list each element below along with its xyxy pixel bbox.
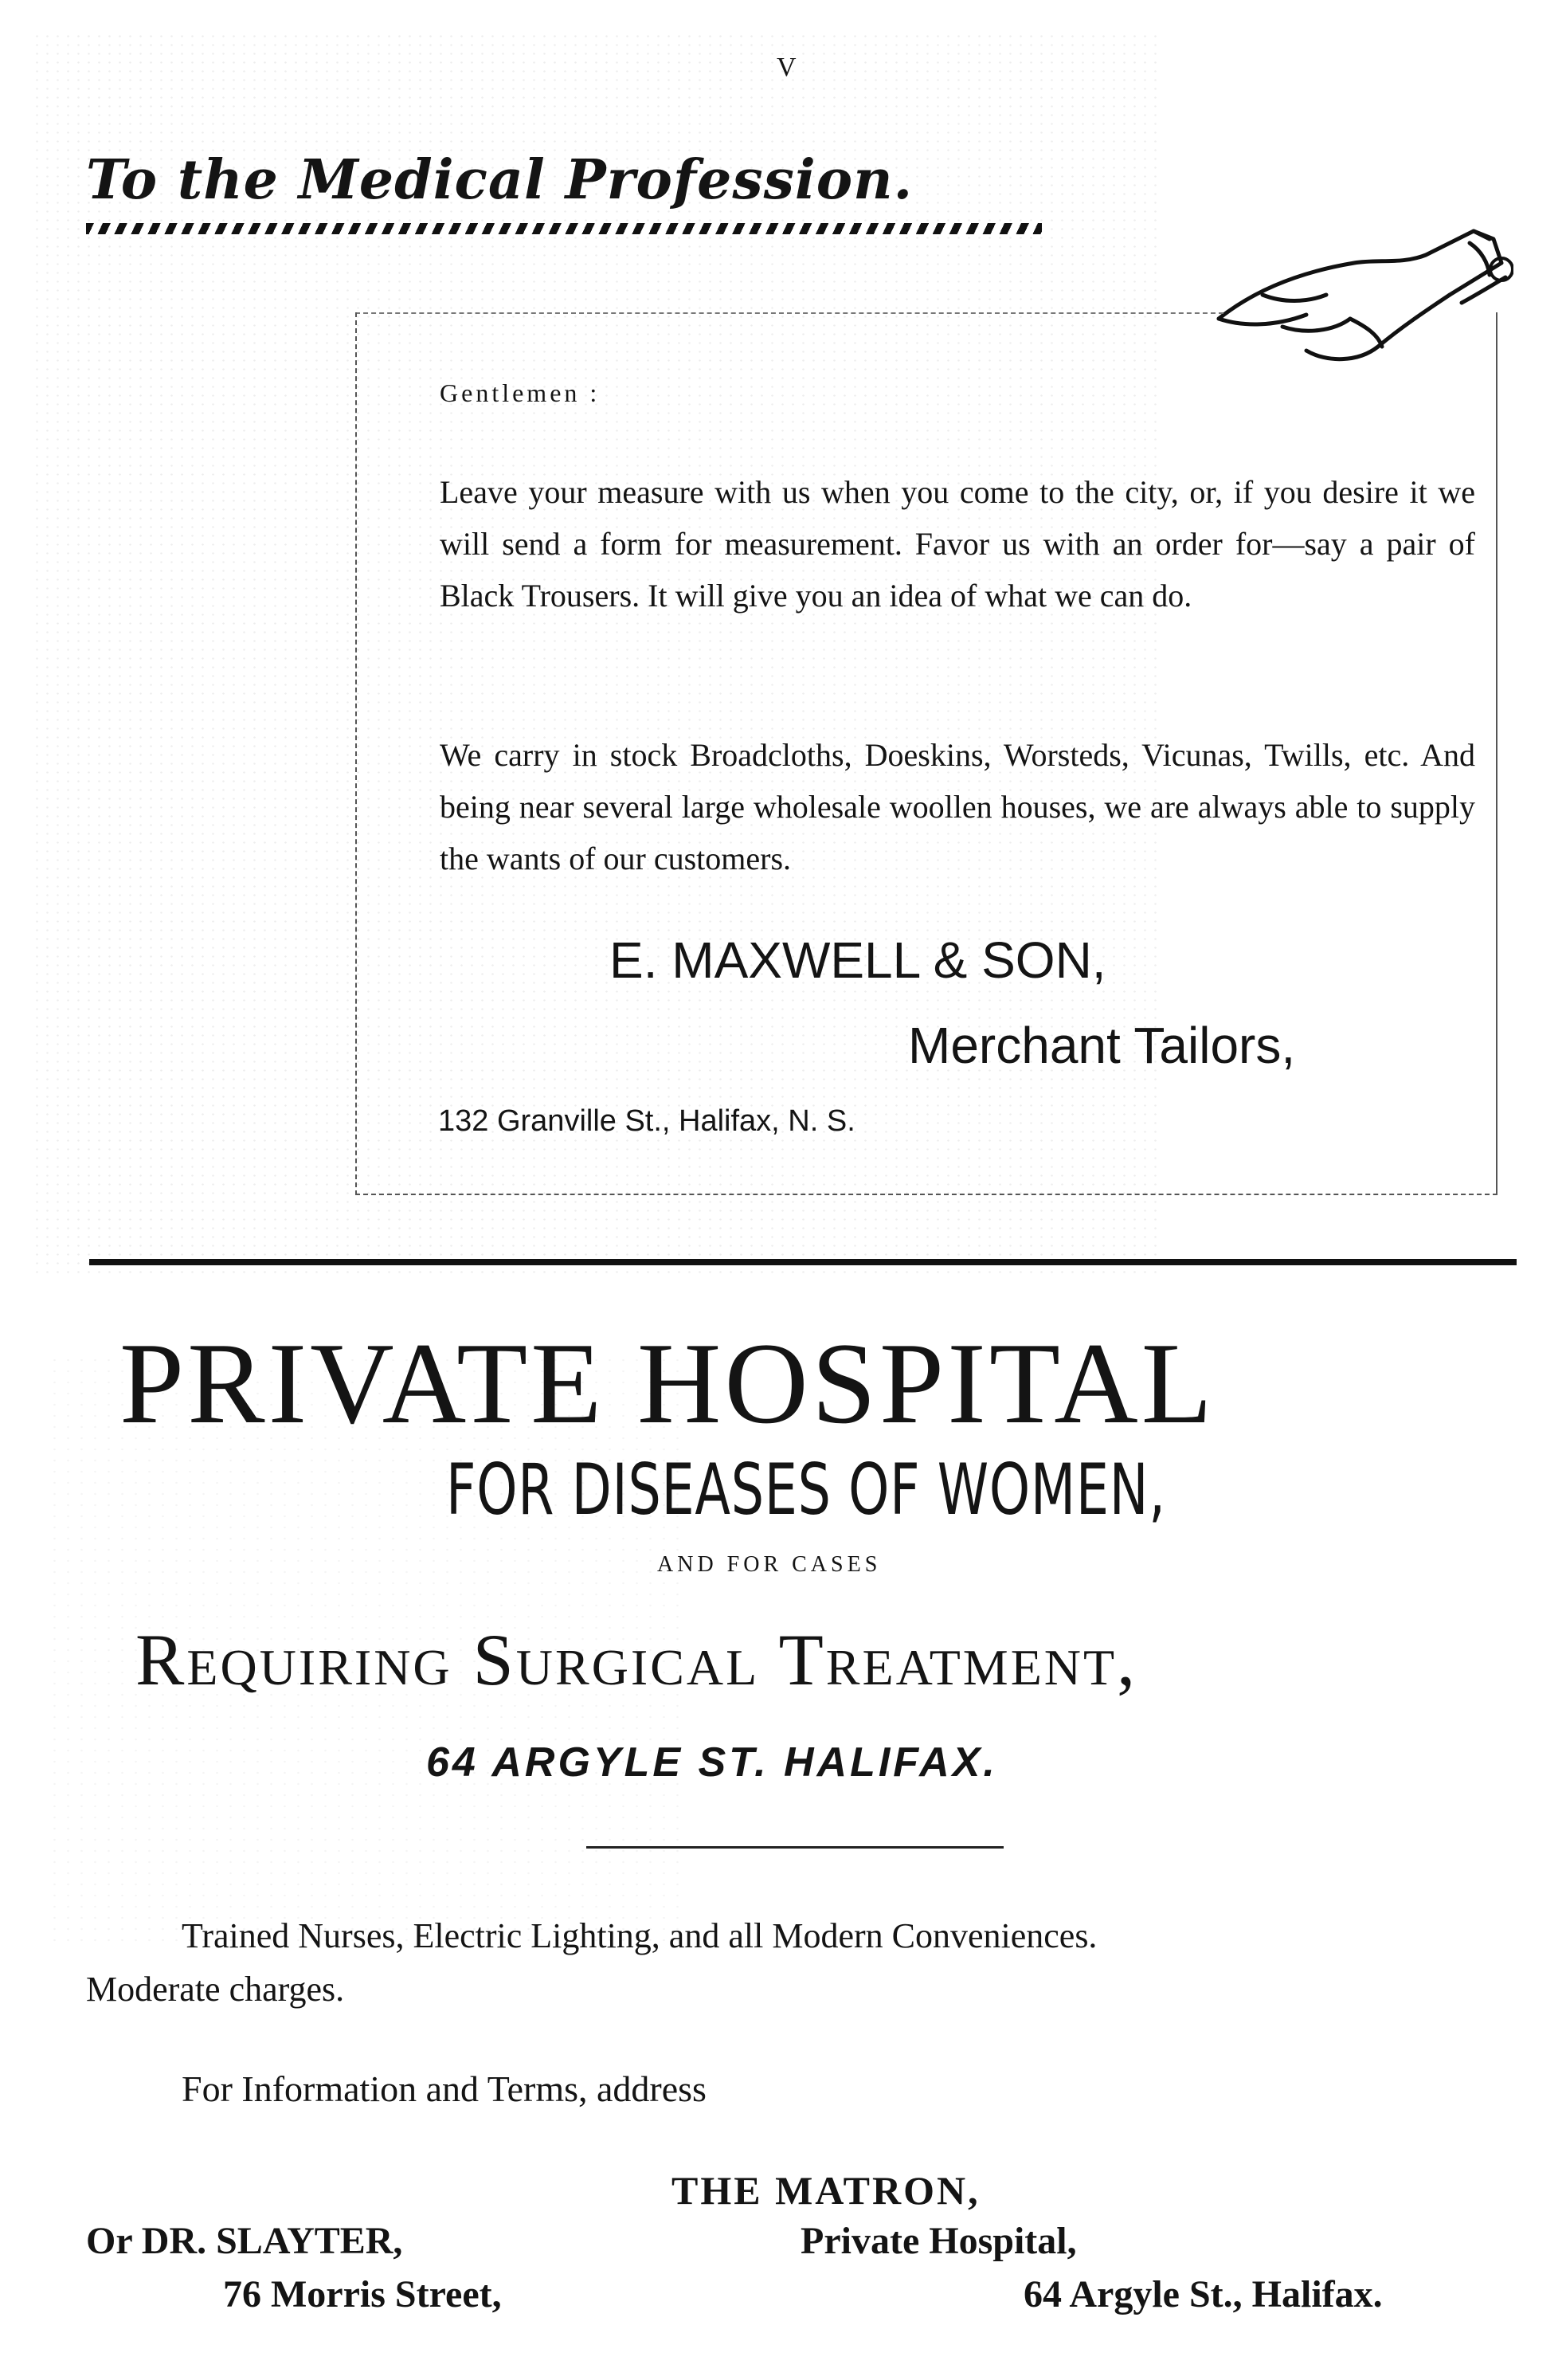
hospital-title: PRIVATE HOSPITAL [119, 1319, 1216, 1448]
contact-intro: For Information and Terms, address [182, 2068, 707, 2109]
doctor-name: Or DR. SLAYTER, [86, 2220, 403, 2262]
ad-heading: To the Medical Profession. [86, 148, 914, 212]
decorative-rule [86, 223, 1042, 234]
hospital-connector: AND FOR CASES [657, 1552, 882, 1577]
section-divider [89, 1259, 1517, 1265]
hospital-charges: Moderate charges. [86, 1970, 345, 2009]
hospital-specialty: Requiring Surgical Treatment, [135, 1619, 1138, 1700]
short-divider [586, 1846, 1004, 1849]
doctor-address: 76 Morris Street, [223, 2273, 502, 2315]
matron-name: THE MATRON, [671, 2168, 981, 2213]
ad-paragraph: We carry in stock Broadcloths, Doeskins, Worsteds, Vicunas, Twills, etc. And being near several large wholesale woollen houses, we are always able to supply the wants of our customers. [440, 737, 1475, 876]
matron-address: 64 Argyle St., Halifax. [1024, 2273, 1383, 2315]
ad-paragraph: Leave your measure with us when you come to the city, or, if you desire it we will send a form for measurement. Favor us with an order for—say a pair of Black Trousers. It will give you an idea of what we can do. [440, 474, 1475, 614]
matron-place: Private Hospital, [801, 2220, 1077, 2262]
company-trade: Merchant Tailors, [908, 1017, 1296, 1074]
company-address: 132 Granville St., Halifax, N. S. [438, 1104, 855, 1138]
company-name: E. MAXWELL & SON, [609, 931, 1106, 989]
page-number: V [777, 53, 797, 82]
salutation: Gentlemen : [440, 378, 601, 407]
hospital-subtitle: FOR DISEASES OF WOMEN, [446, 1449, 1166, 1531]
hospital-address: 64 ARGYLE ST. HALIFAX. [426, 1739, 998, 1786]
hospital-amenities: Trained Nurses, Electric Lighting, and all Modern Conveniences. [182, 1916, 1098, 1955]
